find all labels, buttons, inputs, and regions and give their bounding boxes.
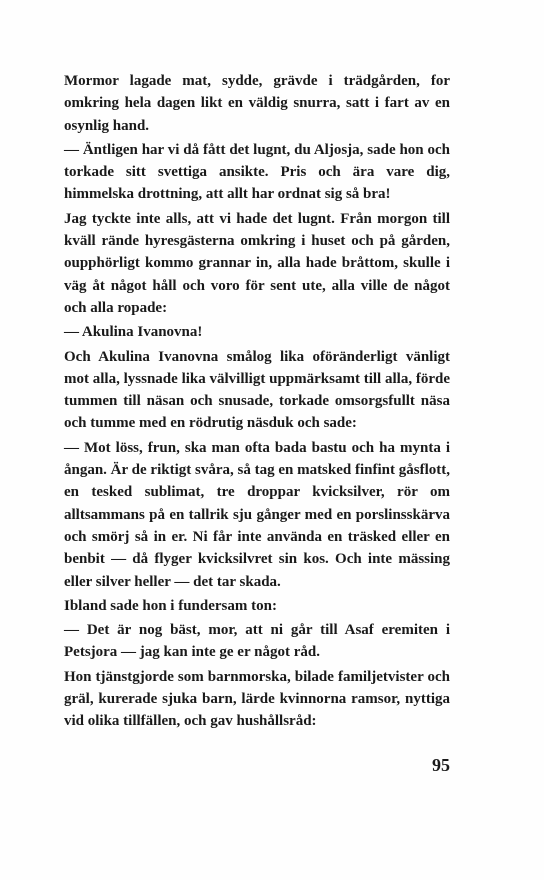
paragraph: Mormor lagade mat, sydde, grävde i trädgården, for omkring hela dagen likt en väldig snurra, satt i fart av en osynlig hand. [64, 73, 450, 134]
paragraph: — Akulina Ivanovna! [64, 324, 203, 341]
paragraph: Jag tyckte inte alls, att vi hade det lugnt. Från morgon till kväll rände hyresgästerna omkring i huset och på gården, oupphörligt kommo grannar in, alla hade bråttom, skulle i väg åt något håll och voro för sent ute, alla ville de något och alla ropade: [64, 210, 450, 316]
paragraph: Ibland sade hon i fundersam ton: [64, 597, 277, 614]
page-number: 95 [432, 755, 450, 775]
paragraph: — Äntligen har vi då fått det lugnt, du Aljosja, sade hon och torkade sitt svettiga ansikte. Pris och ära vare dig, himmelska drottning, att allt har ordnat sig så bra! [64, 141, 450, 203]
paragraph: Och Akulina Ivanovna smålog lika oföränderligt vänligt mot alla, lyssnade lika välvilligt uppmärksamt till alla, förde tummen till näsan och snusade, torkade omsorgsfullt näsa och tumme med en rödrutig näsduk och sade: [64, 348, 450, 432]
paragraph: — Mot löss, frun, ska man ofta bada bastu och ha mynta i ångan. Är de riktigt svåra, så tag en matsked finfint gåsflott, en tesked sublimat, tre droppar kvicksilver, rör om alltsammans på en tallrik sju gånger med en porslinsskärva och smörj så in er. Ni får inte använda en träsked eller en benbit — då flyger kvicksilvret sin kos. Och inte mässing eller silver heller — det tar skada. [64, 439, 450, 590]
paragraph: — Det är nog bäst, mor, att ni går till Asaf eremiten i Petsjora — jag kan inte ge er något råd. [64, 622, 450, 661]
paragraph: Hon tjänstgjorde som barnmorska, bilade familjetvister och gräl, kurerade sjuka barn, lärde kvinnorna ramsor, nyttiga vid olika tillfällen, och gav hushållsråd: [64, 668, 450, 730]
body-text [64, 70, 450, 735]
